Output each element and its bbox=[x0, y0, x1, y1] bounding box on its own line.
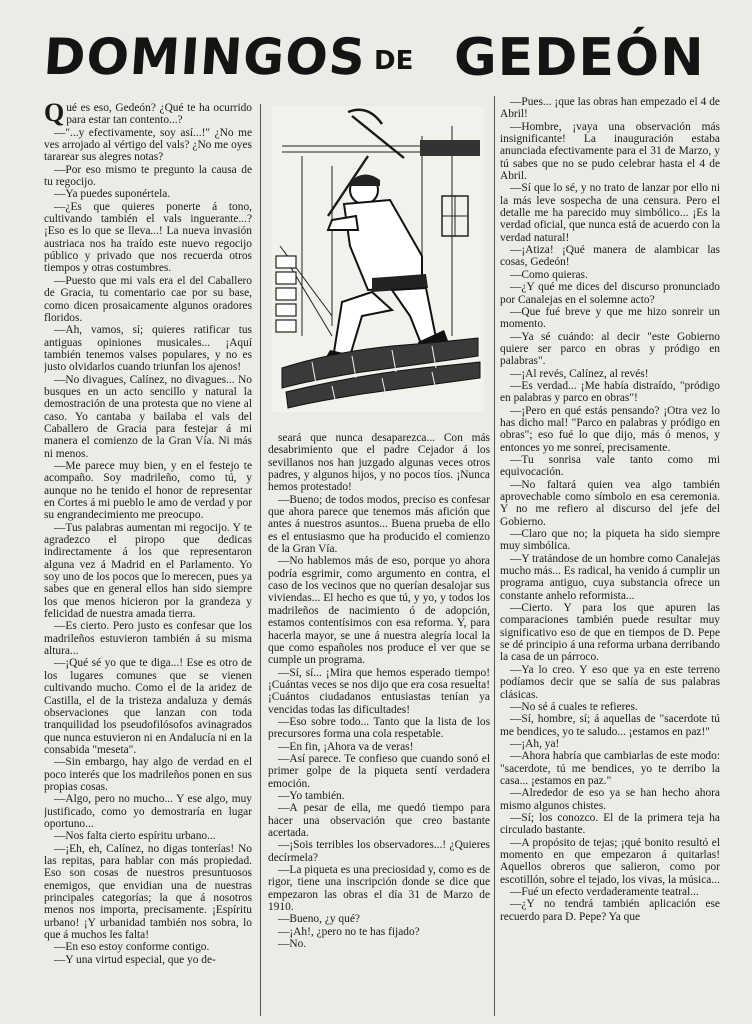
paragraph: —Puesto que mi vals era el del Caballero de Gracia, tu comentario cae por su base, como dicen prosaicamente algunos oradores floridos. bbox=[44, 274, 252, 324]
paragraph: —Ya lo creo. Y eso que ya en este terreno podíamos decir que se salía de sus palabras clásicas. bbox=[500, 663, 720, 701]
paragraph: seará que nunca desaparezca... Con más desabrimiento que el padre Cejador á los sevillanos nos han juzgado algunas veces otros padres, y algunos hijos, y no pocos tíos. ¡Nunca hemos protestado! bbox=[268, 432, 490, 494]
paragraph: —Fué un efecto verdaderamente teatral... bbox=[510, 886, 699, 898]
paragraph: —Sí; los conozco. El de la primera teja ha circulado bastante. bbox=[500, 811, 720, 837]
paragraph: —Y tratándose de un hombre como Canalejas mucho más... Es radical, ha venido á cumplir un programa antiguo, cuya substancia ofrece un constante anhelo reformista... bbox=[500, 552, 720, 602]
paragraph: —¡Ah!, ¿pero no te has fijado? bbox=[278, 925, 420, 938]
column-3 bbox=[500, 96, 720, 1018]
paragraph: —No faltará quien vea algo también aprovechable como símbolo en esa ceremonia. Y no me refiero al discurso del jefe del Gobierno. bbox=[500, 478, 720, 528]
paragraph: —¡Eh, eh, Calínez, no digas tonterías! No las repitas, para hablar con más propiedad. Eso son cosas de nuestros presuntuosos enemigos, que envidian una de nuestras principales categorías; la que á nosotros menos nos importa, precisamente. ¡Espíritu urbano! ¡Y urbanidad también nos sobra, lo que á muchos les falta! bbox=[44, 842, 252, 942]
paragraph: —Claro que no; la piqueta ha sido siempre muy simbólica. bbox=[500, 528, 720, 553]
paragraph: —Algo, pero no mucho... Y ese algo, muy justificado, como yo demostraría en lugar oportuno... bbox=[44, 793, 252, 830]
paragraph: —No sé á cuales te refieres. bbox=[510, 700, 638, 713]
column-rule-right bbox=[494, 96, 495, 1016]
paragraph: —¡Pero en qué estás pensando? ¡Otra vez lo has dicho mal! "Parco en palabras y pródigo en obras"; eso fué lo que dijo, más ó menos, y entonces yo me sonreí, precisamente. bbox=[500, 404, 720, 454]
paragraph: —Me parece muy bien, y en el festejo te acompaño. Soy madrileño, como tú, y aunque no he tenido el honor de representar en Cortes á mi pueblo le amo de verdad y por su engrandecimiento me preocupo. bbox=[44, 459, 252, 522]
paragraph: —Por eso mismo te pregunto la causa de tu regocijo. bbox=[44, 163, 252, 189]
paragraph: —Así parece. Te confieso que cuando sonó el primer golpe de la piqueta sentí verdadera emoción. bbox=[268, 752, 490, 790]
paragraph: —Sí, sí... ¡Mira que hemos esperado tiempo! ¡Cuántas veces se nos dijo que era cosa resuelta! ¡Cuántos ciudadanos entusiastas tenían ya vencidas todas las dificultades! bbox=[268, 666, 490, 716]
paragraph: —Sin embargo, hay algo de verdad en el poco interés que los madrileños ponen en sus propias cosas. bbox=[44, 756, 252, 793]
paragraph: —¡Qué sé yo que te diga...! Ese es otro de los lugares comunes que se vienen cultivando mucho. Como el de la aridez de Castilla, el de la tristeza andaluza y demás observaciones que lanzan con toda tranquilidad los pseudofilósofos avinagrados que nunca estuvieron ni en Andalucía ni en la consabida "meseta". bbox=[44, 657, 252, 756]
paragraph: Qué es eso, Gedeón? ¿Qué te ha ocurrido para estar tan contento...? bbox=[44, 102, 252, 127]
paragraph: —A propósito de tejas; ¡qué bonito resultó el momento en que empezaron á quitarlas! Aquellos obreros que salieron, como por escotillón, sobre el tejado, los vivas, la música... bbox=[500, 836, 720, 886]
paragraph: —Es cierto. Pero justo es confesar que los madrileños estuvieron también á su misma altura... bbox=[44, 620, 252, 658]
paragraph: —"...y efectivamente, soy así...!" ¿No me ves arrojado al vértigo del vals? ¿No me oyes tararear sus alegres notas? bbox=[44, 126, 252, 164]
paragraph: —Es verdad... ¡Me había distraído, "pródigo en palabras y parco en obras"! bbox=[500, 379, 720, 405]
paragraph: —Ah, vamos, sí; quieres ratificar tus antiguas opiniones musicales... ¡Aquí también tenemos valses populares, y no es justo olvidarlos cuando triunfan los ajenos! bbox=[44, 324, 252, 374]
paragraph: —Tu sonrisa vale tanto como mi equivocación. bbox=[500, 453, 720, 479]
paragraph: —Tus palabras aumentan mi regocijo. Y te agradezco el piropo que dedicas indirectamente á los que representaron alguna vez á Madrid en el Parlamento. Yo soy uno de los pocos que lo merecen, pues ya sabes que en general ellos han sido siempre los que menos hicieron por la grandeza y felicidad de nuestra amada tierra. bbox=[44, 521, 252, 621]
title-gedeon: GEDEÓN bbox=[454, 28, 705, 88]
paragraph: —Que fué breve y que me hizo sonreir un momento. bbox=[500, 305, 720, 331]
paragraph: —¿Y qué me dices del discurso pronunciado por Canalejas en el solemne acto? bbox=[500, 281, 720, 306]
paragraph: —No. bbox=[278, 938, 307, 951]
paragraph: —Nos falta cierto espíritu urbano... bbox=[54, 830, 216, 843]
paragraph: —Hombre, ¡vaya una observación más insignificante! La inauguración estaba anunciada efectivamente para el 31 de Marzo, y tú sabes que no se pudo celebrar hasta el 4 de Abril. bbox=[500, 120, 720, 183]
paragraph: —En fin, ¡Ahora va de veras! bbox=[278, 740, 414, 753]
paragraph: —Ahora habría que cambiarlas de este modo: "sacerdote, tú me bendices, yo te derribo la casa... ¡estamos en paz." bbox=[500, 750, 720, 787]
paragraph: —La piqueta es una preciosidad y, como es de rigor, tiene una inscripción donde se dice que empezaron las obras el día 31 de Marzo de 1910. bbox=[268, 864, 490, 914]
paragraph: —Yo también. bbox=[278, 789, 345, 802]
man-with-pickaxe-illustration bbox=[272, 106, 484, 412]
column-rule-left bbox=[260, 104, 261, 1016]
paragraph: —Ya puedes suponértela. bbox=[54, 188, 171, 201]
paragraph: —Como quieras. bbox=[510, 268, 588, 281]
paragraph: —¡Ah, ya! bbox=[510, 737, 560, 750]
column-1 bbox=[44, 102, 252, 1018]
paragraph: —Eso sobre todo... Tanto que la lista de los precursores forma una cola respetable. bbox=[268, 715, 490, 741]
paragraph: —Bueno, ¿y qué? bbox=[278, 913, 360, 926]
paragraph: —A pesar de ella, me quedó tiempo para hacer una observación que creo bastante acertada. bbox=[268, 802, 490, 839]
paragraph: —No divagues, Calínez, no divagues... No busques en un acto sencillo y natural la demostración de una protesta que no viene al caso. Yo cantaba y bailaba el vals del Caballero de Gracia para festejar á mi manera el comienzo de la Gran Vía. Ni más ni menos. bbox=[44, 373, 252, 460]
column-2 bbox=[268, 432, 490, 1018]
paragraph: —Sí, hombre, sí; á aquellas de "sacerdote tú me bendices, yo te saludo... ¡estamos en paz!" bbox=[500, 713, 720, 738]
paragraph: —¿Y no tendrá también aplicación ese recuerdo para D. Pepe? Ya que bbox=[500, 898, 720, 923]
paragraph: —Bueno; de todos modos, preciso es confesar que ahora parece que tenemos más afición que antes á nuestros asuntos... Buena prueba de ello es el entusiasmo que ha producido el comienzo de la Gran Vía. bbox=[268, 493, 490, 556]
paragraph: —¡Sois terribles los observadores...! ¿Quieres decírmela? bbox=[268, 839, 490, 864]
title-domingos: DOMINGOS bbox=[41, 28, 368, 86]
paragraph: —Cierto. Y para los que apuren las comparaciones también puede resultar muy significativo eso de que en tiempos de D. Pepe se dé principio á una reforma urbana derribando la casa de un párroco. bbox=[500, 602, 720, 664]
masthead bbox=[41, 26, 712, 96]
paragraph: —No hablemos más de eso, porque yo ahora podría esgrimir, como argumento en contra, el caso de los vecinos que no querían desalojar sus viviendas... El hecho es que tú, y yo, y todos los madrileños de nacimiento ó de adopción, estamos contentísimos con esa reforma. Y, para hacerla mayor, se une á nuestra alegría local la que como españoles nos produce el ver que se cumple un programa. bbox=[268, 555, 490, 667]
paragraph: —Y una virtud especial, que yo de- bbox=[54, 953, 216, 966]
paragraph: —En eso estoy conforme contigo. bbox=[54, 941, 210, 954]
paragraph: —¡Atiza! ¡Qué manera de alambicar las cosas, Gedeón! bbox=[500, 244, 720, 269]
paragraph: —¿Es que quieres ponerte á tono, cultivando también el vals inguerante...? ¡Eso es lo que se lleva...! La nueva invasión austriaca nos ha traído este nuevo regocijo público y privado que nos recuerda otros tiempos y otras costumbres. bbox=[44, 200, 252, 275]
paragraph: —Sí que lo sé, y no trato de lanzar por ello ni la más leve sospecha de una censura. Pero el detalle me ha parecido muy simbólico... ¡Es la verdad oficial, que nunca está de acuerdo con la verdad natural! bbox=[500, 182, 720, 244]
paragraph: —Ya sé cuándo: al decir "este Gobierno quiere ser parco en obras y pródigo en palabras". bbox=[500, 330, 720, 368]
paragraph: —Alrededor de eso ya se han hecho ahora mismo algunos chistes. bbox=[500, 787, 720, 812]
paragraph: —¡Al revés, Calínez, al revés! bbox=[510, 367, 649, 380]
paragraph: —Pues... ¡que las obras han empezado el 4 de Abril! bbox=[500, 96, 720, 121]
title-de: DE bbox=[374, 46, 414, 76]
